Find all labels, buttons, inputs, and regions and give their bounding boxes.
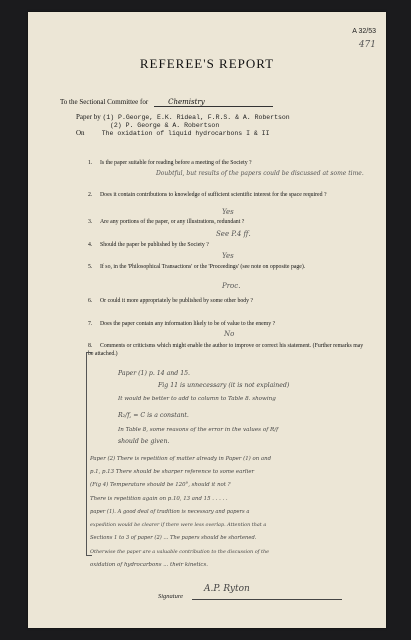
signature-line [192, 599, 342, 600]
note-line-13: Sections 1 to 3 of paper (2) ... The papers should be shortened. [90, 535, 257, 541]
note-line-2: Fig 11 is unnecessary (it is not explained) [158, 382, 290, 389]
question-2: 2. Does it contain contributions to knowledge of sufficient scientific interest for the space required ? [88, 192, 327, 198]
note-line-11: paper (1). A good deal of tradition is necessary and papers a [90, 509, 250, 515]
authors-line-1: (1) P.George, E.K. Rideal, F.R.S. & A. Robertson [102, 114, 290, 121]
answer-2: Yes [222, 208, 234, 216]
note-line-8: p.1, p.13 There should be sharper reference to some earlier [90, 469, 255, 475]
on-label: On [76, 129, 85, 137]
paper-topic: The oxidation of liquid hydrocarbons I & II [101, 130, 270, 137]
question-7: 7. Does the paper contain any information likely to be of value to the enemy ? [88, 321, 276, 327]
answer-5: Proc. [222, 282, 241, 290]
note-line-10: There is repetition again on p.10, 13 and 15 . . . . . [90, 496, 228, 502]
note-line-14: Otherwise the paper are a valuable contribution to the discussion of the [90, 549, 270, 555]
handwritten-folio: 471 [358, 40, 376, 50]
answer-7: No [224, 330, 235, 338]
answer-4: Yes [222, 252, 234, 260]
question-4: 4. Should the paper be published by the Society ? [88, 242, 209, 248]
note-line-1: Paper (1) p. 14 and 15. [118, 370, 191, 377]
committee-value: Chemistry [154, 98, 273, 107]
question-5: 5. If so, in the 'Philosophical Transactions' or the 'Proceedings' (see note on opposite page). [88, 264, 306, 270]
note-line-15: oxidation of hydrocarbons ... their kinetics. [90, 562, 208, 568]
note-line-3: It would be better to add to column to Table 8. showing [118, 396, 276, 402]
answer-1: Doubtful, but results of the papers could be discussed at some time. [156, 170, 364, 177]
paper-by-label: Paper by [76, 113, 101, 121]
archive-serial: A 32/53 [352, 28, 376, 35]
signature-label: Signature [158, 593, 184, 600]
question-6: 6. Or could it more appropriately be published by some other body ? [88, 298, 254, 304]
committee-line [60, 98, 273, 107]
answer-3: See P.4 ff. [216, 230, 251, 238]
report-title: REFEREE'S REPORT [139, 56, 275, 71]
note-line-9: (Fig 4) Temperature should be 120°, should it not ? [90, 482, 231, 488]
paper-by-block [76, 113, 290, 137]
note-line-4: R₂/f, = C is a constant. [118, 412, 189, 419]
note-line-12: expedition would be clearer if there were less overlap. Attention that a [90, 522, 267, 528]
report-sheet [28, 12, 386, 628]
note-line-5: In Table 8, some reasons of the error in the values of R/f [118, 427, 279, 433]
committee-label: To the Sectional Committee for [60, 98, 149, 106]
question-3: 3. Are any portions of the paper, or any illustrations, redundant ? [88, 219, 245, 225]
note-line-7: Paper (2) There is repetition of matter already in Paper (1) on and [90, 456, 272, 462]
question-1: 1. Is the paper suitable for reading before a meeting of the Society ? [88, 160, 252, 166]
authors-line-2: (2) P. George & A. Robertson [110, 122, 220, 129]
signature-handwritten: A.P. Ryton [204, 584, 250, 594]
note-line-6: should be given. [118, 438, 170, 445]
question-8: 8. Comments or criticisms which might enable the author to improve or correct his statement. (Further remarks may be attached.) [88, 343, 364, 357]
